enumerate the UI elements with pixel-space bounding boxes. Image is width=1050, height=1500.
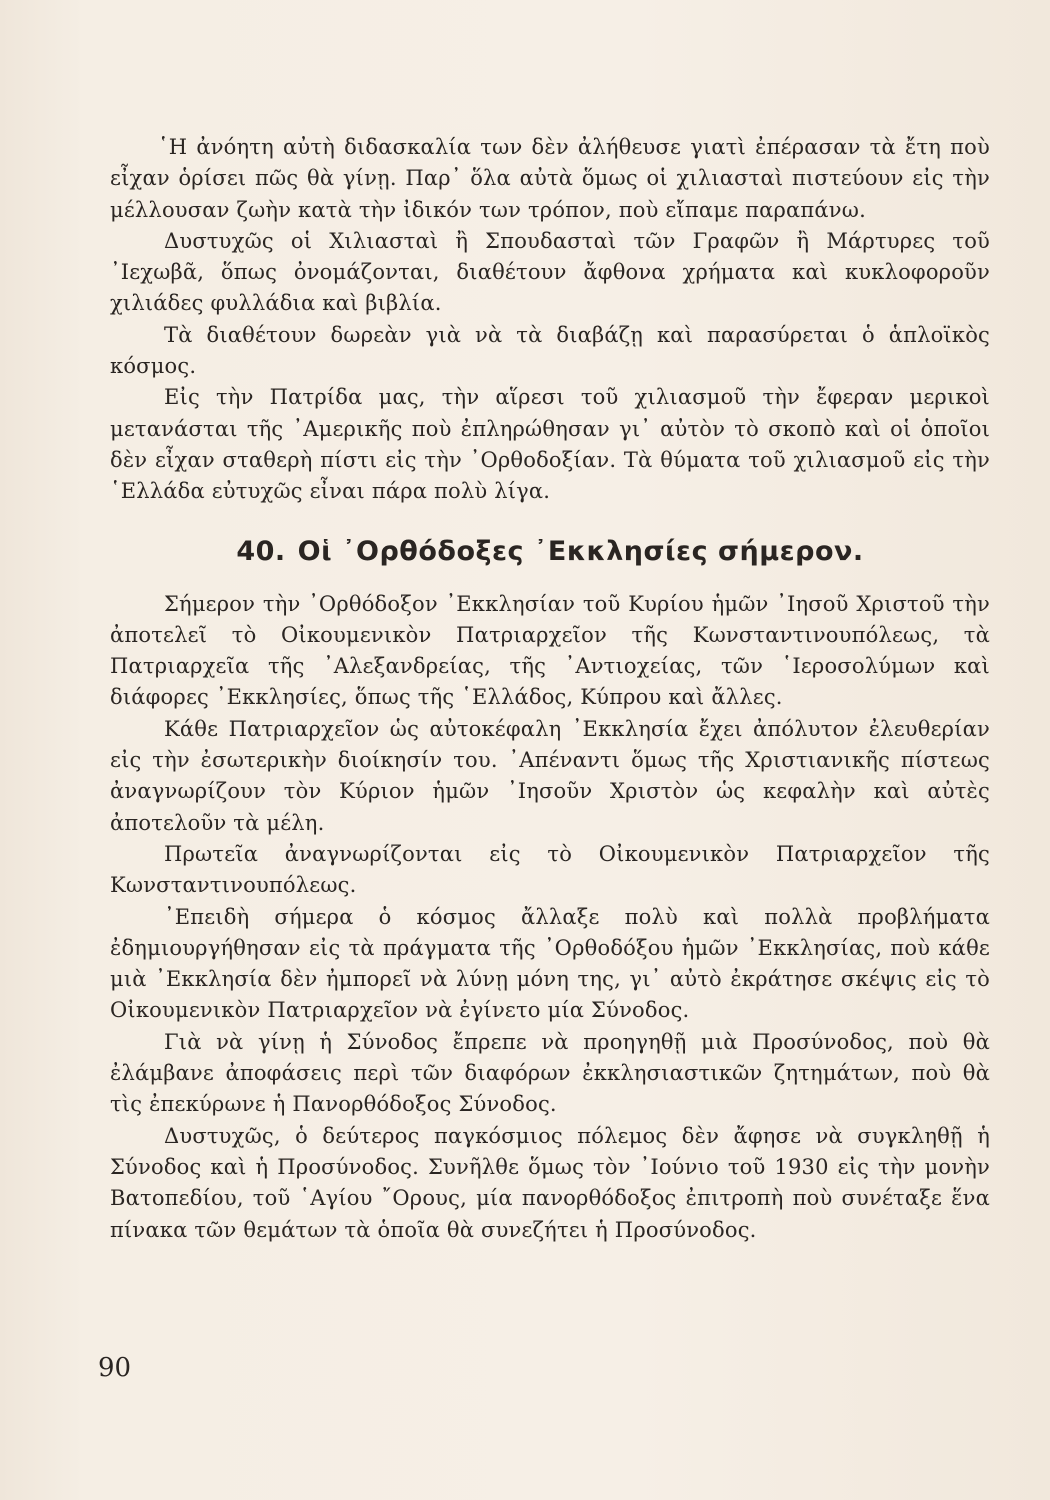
paragraph-5: Σήμερον τὴν ᾽Ορθόδοξον ᾽Εκκλησίαν τοῦ Κυρίου ἡμῶν ᾽Ιησοῦ Χριστοῦ τὴν ἀποτελεῖ τὸ Οἰκουμενικὸν Πατριαρχεῖον τῆς Κωνσταντινουπόλεως, τὰ Πατριαρχεῖα τῆς ᾽Αλεξανδρείας, τῆς ᾽Αντιοχείας, τῶν ῾Ιεροσολύμων καὶ διάφορες ᾽Εκκλησίες, ὅπως τῆς ῾Ελλάδος, Κύπρου καὶ ἄλλες. [110, 591, 990, 710]
page-text-block [110, 132, 990, 1246]
paragraph-4: Εἰς τὴν Πατρίδα μας, τὴν αἵρεσι τοῦ χιλιασμοῦ τὴν ἔφεραν μερικοὶ μετανάσται τῆς ᾽Αμερικῆς ποὺ ἐπληρώθησαν γι᾽ αὐτὸν τὸ σκοπὸ καὶ οἱ ὁποῖοι δὲν εἶχαν σταθερὴ πίστι εἰς τὴν ᾽Ορθοδοξίαν. Τὰ θύματα τοῦ χιλιασμοῦ εἰς τὴν ῾Ελλάδα εὐτυχῶς εἶναι πάρα πολὺ λίγα. [110, 385, 990, 504]
section-heading [110, 536, 990, 567]
paragraph-8: ᾽Επειδὴ σήμερα ὁ κόσμος ἄλλαξε πολὺ καὶ πολλὰ προβλήματα ἐδημιουργήθησαν εἰς τὰ πράγματα τῆς ᾽Ορθοδόξου ἡμῶν ᾽Εκκλησίας, ποὺ κάθε μιὰ ᾽Εκκλησία δὲν ἠμπορεῖ νὰ λύνῃ μόνη της, γι᾽ αὐτὸ ἐκράτησε σκέψις εἰς τὸ Οἰκουμενικὸν Πατριαρχεῖον νὰ ἐγίνετο μία Σύνοδος. [110, 904, 990, 1023]
paragraph-9: Γιὰ νὰ γίνῃ ἡ Σύνοδος ἔπρεπε νὰ προηγηθῇ μιὰ Προσύνοδος, ποὺ θὰ ἐλάμβανε ἀποφάσεις περὶ τῶν διαφόρων ἐκκλησιαστικῶν ζητημάτων, ποὺ θὰ τὶς ἐπεκύρωνε ἡ Πανορθόδοξος Σύνοδος. [110, 1029, 990, 1117]
paragraph-1: ῾Η ἀνόητη αὐτὴ διδασκαλία των δὲν ἀλήθευσε γιατὶ ἐπέρασαν τὰ ἔτη ποὺ εἶχαν ὁρίσει πῶς θὰ γίνῃ. Παρ᾽ ὅλα αὐτὰ ὅμως οἱ χιλιασταὶ πιστεύουν εἰς τὴν μέλλουσαν ζωὴν κατὰ τὴν ἰδικόν των τρόπον, ποὺ εἴπαμε παραπάνω. [110, 135, 990, 222]
paragraph-10: Δυστυχῶς, ὁ δεύτερος παγκόσμιος πόλεμος δὲν ἄφησε νὰ συγκληθῇ ἡ Σύνοδος καὶ ἡ Προσύνοδος. Συνῆλθε ὅμως τὸν ᾽Ιούνιο τοῦ 1930 εἰς τὴν μονὴν Βατοπεδίου, τοῦ ῾Αγίου ῎Ορους, μία πανορθόδοξος ἐπιτροπὴ ποὺ συνέταξε ἕνα πίνακα τῶν θεμάτων τὰ ὁποῖα θὰ συνεζήτει ἡ Προσύνοδος. [110, 1123, 990, 1242]
paragraph-7: Πρωτεῖα ἀναγνωρίζονται εἰς τὸ Οἰκουμενικὸν Πατριαρχεῖον τῆς Κωνσταντινουπόλεως. [110, 841, 990, 898]
paragraph-3: Τὰ διαθέτουν δωρεὰν γιὰ νὰ τὰ διαβάζῃ καὶ παρασύρεται ὁ ἁπλοϊκὸς κόσμος. [110, 322, 990, 379]
page-number: 90 [98, 1353, 132, 1383]
paragraph-6: Κάθε Πατριαρχεῖον ὡς αὐτοκέφαλη ᾽Εκκλησία ἔχει ἀπόλυτον ἐλευθερίαν εἰς τὴν ἐσωτερικὴν διοίκησίν του. ᾽Απέναντι ὅμως τῆς Χριστιανικῆς πίστεως ἀναγνωρίζουν τὸν Κύριον ἡμῶν ᾽Ιησοῦν Χριστὸν ὡς κεφαλὴν καὶ αὐτὲς ἀποτελοῦν τὰ μέλη. [110, 716, 990, 835]
section-title: Οἱ ᾽Ορθόδοξες ᾽Εκκλησίες σήμερον. [297, 535, 864, 567]
section-number: 40. [236, 535, 286, 567]
paragraph-2: Δυστυχῶς οἱ Χιλιασταὶ ἢ Σπουδασταὶ τῶν Γραφῶν ἢ Μάρτυρες τοῦ ᾽Ιεχωβᾶ, ὅπως ὀνομάζονται, διαθέτουν ἄφθονα χρήματα καὶ κυκλοφοροῦν χιλιάδες φυλλάδια καὶ βιβλία. [110, 228, 990, 316]
